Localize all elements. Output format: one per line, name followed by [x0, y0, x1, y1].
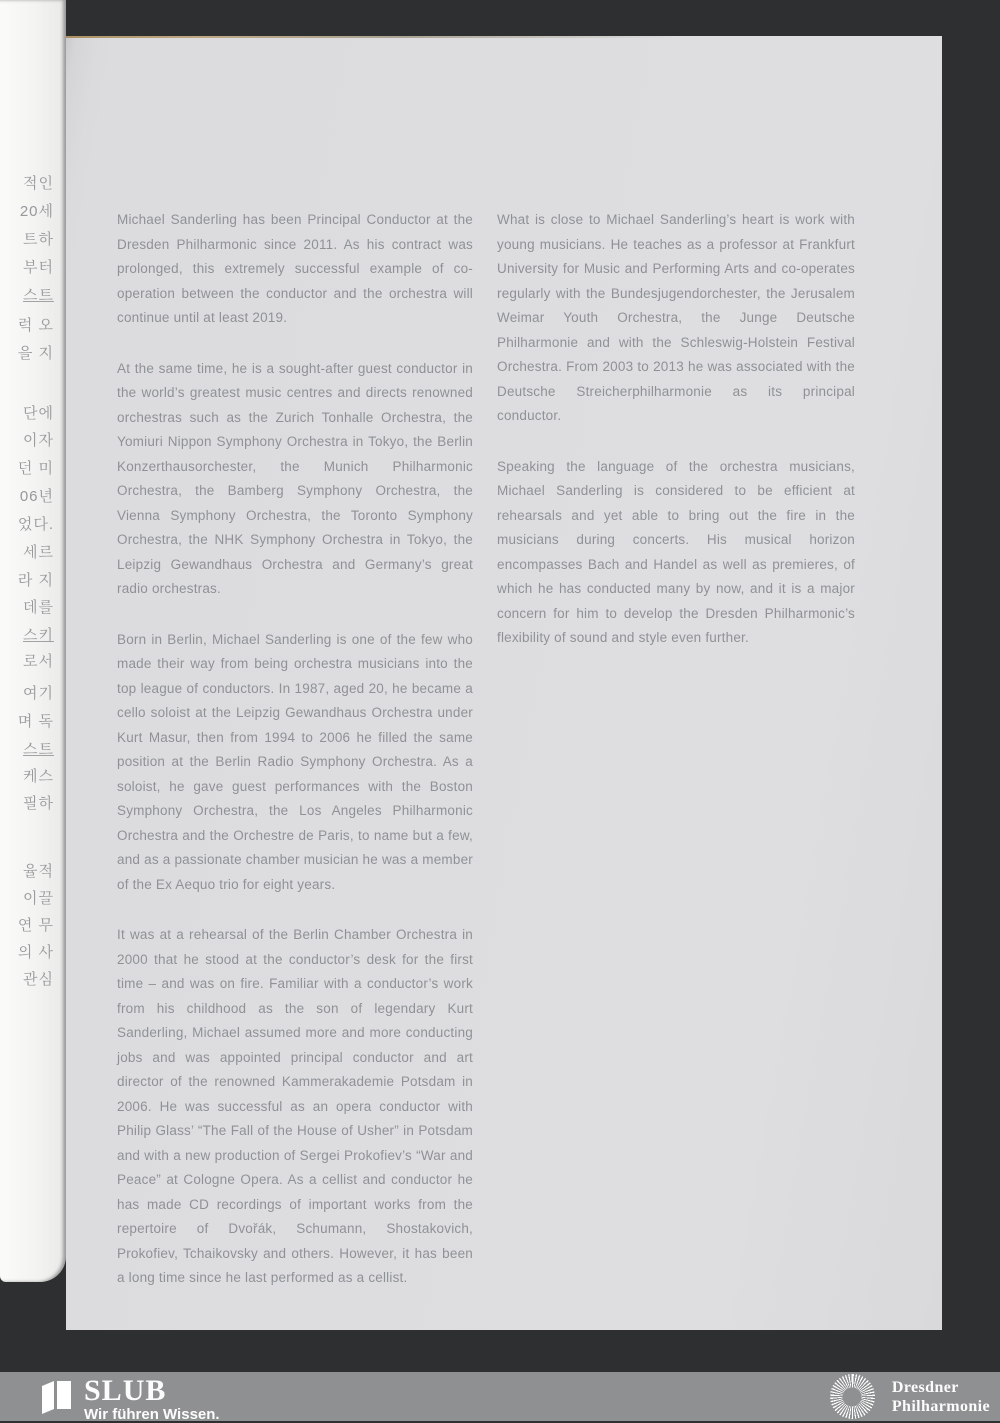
- text-column-right: [497, 208, 855, 677]
- korean-text-fragment: 었다.: [17, 516, 54, 533]
- korean-text-fragment: 데를: [23, 599, 54, 616]
- korean-text-fragment: 라 지: [17, 572, 54, 589]
- korean-text-fragment: 트하: [23, 231, 54, 248]
- korean-text-fragment: 던 미: [17, 460, 54, 477]
- korean-text-fragment: 럭 오: [17, 317, 54, 334]
- korean-text-fragment: 적인: [23, 175, 54, 192]
- paragraph: Michael Sanderling has been Principal Conductor at the Dresden Philharmonic since 2011. As his contract was prolonged, this extremely successful example of co-operation between the conductor and the orchestra will continue until at least 2019.: [117, 212, 473, 325]
- korean-text-fragment: 이끌: [23, 890, 54, 907]
- korean-text-fragment: 을 지: [17, 345, 54, 362]
- korean-text-fragment: 스키: [23, 627, 54, 644]
- slub-logo: [40, 1374, 220, 1423]
- korean-text-fragment: 스트: [23, 287, 54, 304]
- philharmonie-starburst-icon: [830, 1374, 875, 1419]
- korean-text-fragment: 20세: [19, 203, 54, 220]
- paragraph: Born in Berlin, Michael Sanderling is one of the few who made their way from being orchestra musicians into the top league of conductors. In 1987, aged 20, he became a cello soloist at the Leipzig Gewandhaus Orchestra under Kurt Masur, then from 1994 to 2006 he filled the same position at the Berlin Radio Symphony Orchestra. As a soloist, he gave guest performances with the Boston Symphony Orchestra, the Los Angeles Philharmonic Orchestra and the Orchestre de Paris, to name but a few, and as a passionate chamber musician he was a member of the Ex Aequo trio for eight years.: [117, 631, 473, 892]
- dresdner-philharmonie-logo: [830, 1372, 990, 1421]
- starburst-center-hole: [843, 1387, 862, 1406]
- footer-watermark-bar: [0, 1372, 1000, 1421]
- korean-text-fragment: 로서: [23, 653, 54, 670]
- korean-text-fragment: 단에: [23, 405, 54, 422]
- paragraph: Speaking the language of the orchestra musicians, Michael Sanderling is considered to be efficient at rehearsals and yet able to bring out the fire in the musicians during concerts. His musical horizon encompasses Bach and Handel as well as premieres, of which he has conducted many by now, and it is a major concern for him to develop the Dresden Philharmonic’s flexibility of sound and style even further.: [497, 458, 855, 645]
- paragraph: What is close to Michael Sanderling’s heart is work with young musicians. He teaches as a professor at Frankfurt University for Music and Performing Arts and co-operates regularly with the Bundesjugendorchester, the Jerusalem Weimar Youth Orchestra, the Junge Deutsche Philharmonie and with the Schleswig-Holstein Festival Orchestra. From 2003 to 2013 he was associated with the Deutsche Streicherphilharmonie as its principal conductor.: [497, 212, 855, 423]
- text-column-left: [117, 208, 473, 1317]
- korean-text-fragment: 관심: [23, 971, 54, 988]
- paragraph: It was at a rehearsal of the Berlin Chamber Orchestra in 2000 that he stood at the conductor’s desk for the first time – and was on fire. Familiar with a conductor’s work from his childhood as the son of legendary Kurt Sanderling, Michael assumed more and more conducting jobs and was appointed principal conductor and art director of the renowned Kammerakademie Potsdam in 2006. He was successful as an opera conductor with Philip Glass’ “The Fall of the House of Usher” in Potsdam and with a new production of Sergei Prokofiev’s “War and Peace” at Cologne Opera. As a cellist and conductor he has made CD recordings of important works from the repertoire of Dvořák, Schumann, Shostakovich, Prokofiev, Tchaikovsky and others. However, it has been a long time since he last performed as a cellist.: [117, 927, 473, 1285]
- korean-text-fragment: 세르: [23, 544, 54, 561]
- korean-text-fragment: 필하: [23, 795, 54, 812]
- scanned-page: [66, 36, 942, 1330]
- philharmonie-wordmark: [892, 1378, 990, 1416]
- paragraph: At the same time, he is a sought-after guest conductor in the world’s greatest music centres and directs renowned orchestras such as the Zurich Tonhalle Orchestra, the Yomiuri Nippon Symphony Orchestra in Tokyo, the Berlin Konzerthausorchester, the Munich Philharmonic Orchestra, the Bamberg Symphony Orchestra, the Vienna Symphony Orchestra, the Toronto Symphony Orchestra, the NHK Symphony Orchestra in Tokyo, the Leipzig Gewandhaus Orchestra and Germany’s great radio orchestras.: [117, 360, 473, 596]
- korean-text-fragment: 여기: [23, 685, 54, 702]
- philharmonie-wordmark-line2: Philharmonie: [891, 1397, 990, 1415]
- korean-text-fragment: 연 무: [17, 917, 54, 934]
- slub-book-icon: [40, 1380, 73, 1416]
- korean-text-fragment: 스트: [23, 741, 54, 758]
- philharmonie-wordmark-line1: Dresdner: [891, 1378, 959, 1396]
- previous-page-edge: [0, 0, 66, 1282]
- slub-title: SLUB: [84, 1374, 167, 1407]
- korean-text-fragment: 의 사: [17, 944, 54, 961]
- korean-text-fragment: 케스: [23, 768, 54, 785]
- korean-text-fragment: 이자: [23, 432, 54, 449]
- korean-text-fragment: 06년: [19, 488, 54, 505]
- slub-tagline: Wir führen Wissen.: [84, 1406, 220, 1423]
- korean-text-fragment: 며 독: [17, 713, 54, 730]
- korean-text-fragment: 부터: [23, 259, 54, 276]
- korean-text-fragment: 율적: [23, 863, 54, 880]
